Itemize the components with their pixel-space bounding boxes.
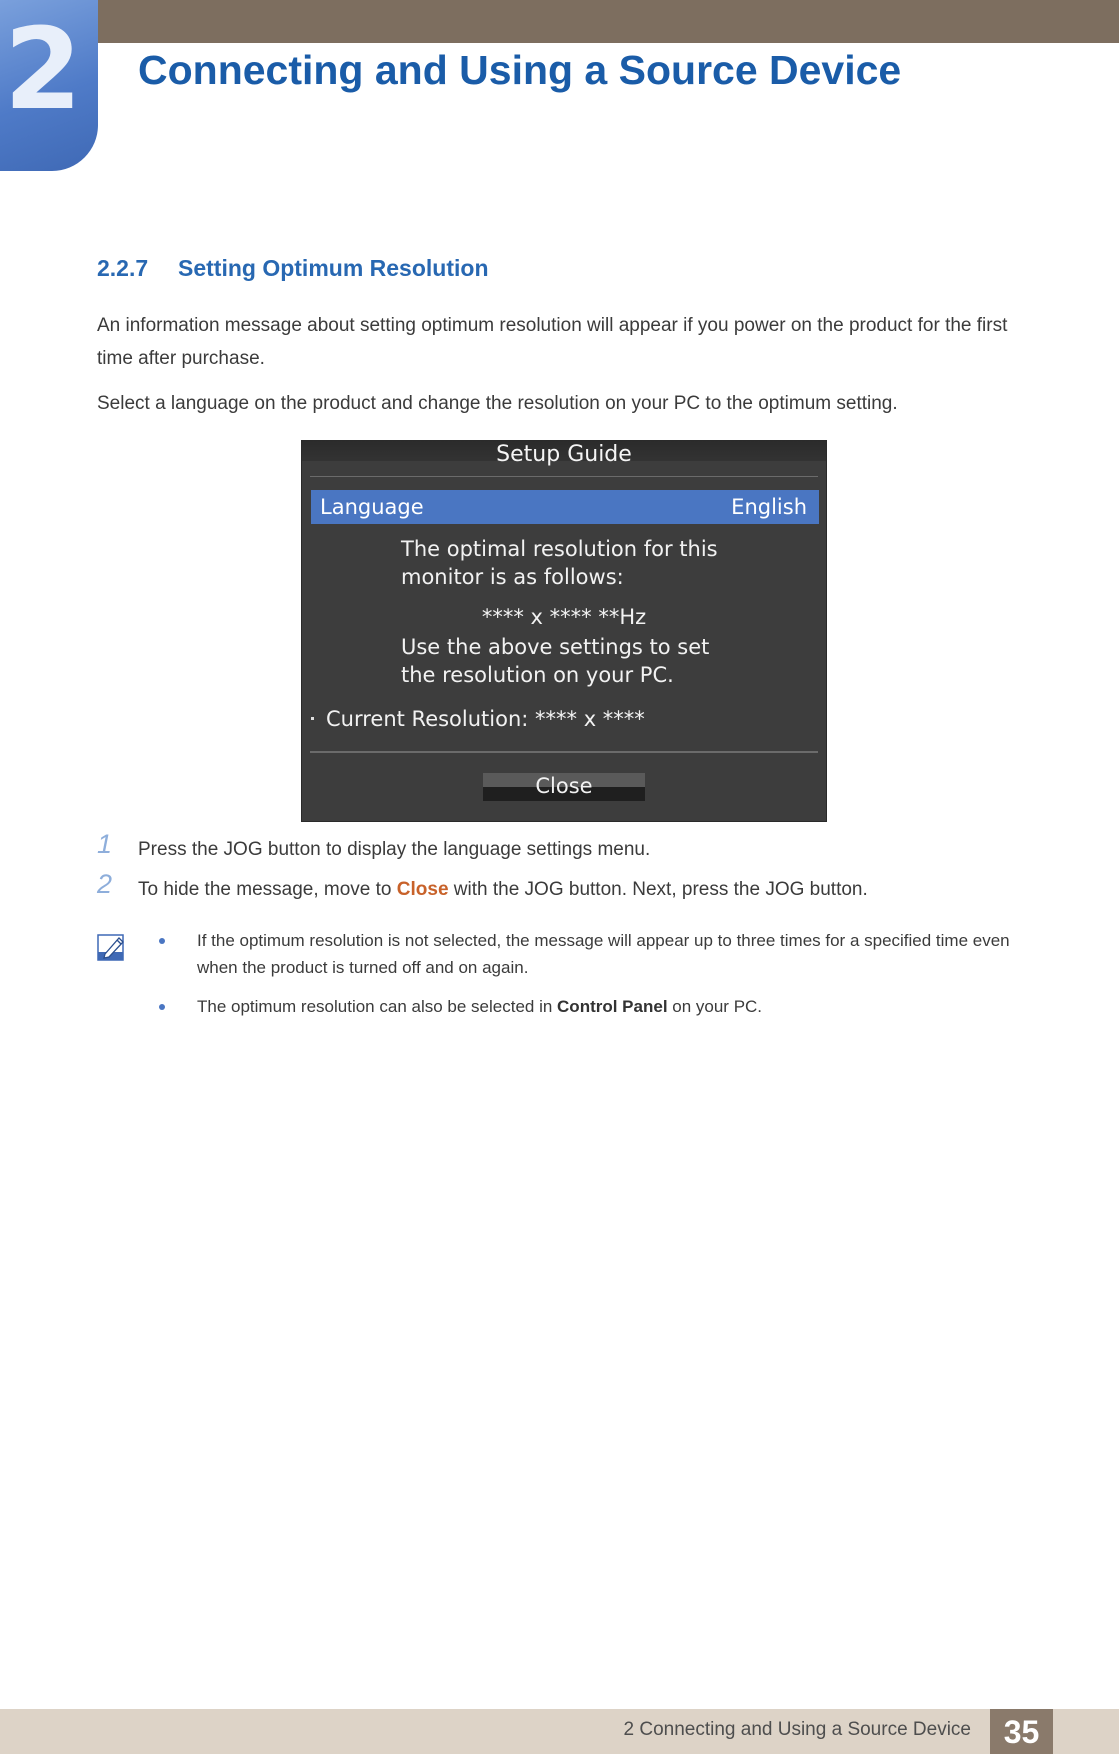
chapter-title: Connecting and Using a Source Device	[138, 47, 902, 93]
step-number: 2	[97, 869, 113, 899]
instruction-paragraph: Select a language on the product and change the resolution on your PC to the optimum setting.	[97, 393, 898, 414]
note-text-before: The optimum resolution can also be selected in	[197, 997, 558, 1016]
close-button[interactable]: Close	[483, 773, 645, 801]
step-text: Press the JOG button to display the language settings menu.	[138, 839, 651, 860]
osd-message-line: Use the above settings to set	[401, 635, 710, 659]
osd-message-line: the resolution on your PC.	[401, 663, 674, 687]
bullet-icon	[159, 938, 165, 944]
osd-message-line: monitor is as follows:	[401, 565, 624, 589]
osd-divider	[310, 751, 818, 753]
close-highlight: Close	[396, 879, 449, 900]
bullet-icon	[159, 1004, 165, 1010]
language-row[interactable]	[311, 490, 819, 524]
step-text	[138, 877, 868, 903]
control-panel-term: Control Panel	[557, 997, 668, 1016]
note-icon	[97, 932, 127, 962]
language-value: English	[731, 495, 807, 519]
section-heading	[97, 255, 489, 282]
step-text-before: To hide the message, move to	[138, 879, 397, 900]
osd-message-line: The optimal resolution for this	[401, 537, 718, 561]
footer-chapter-text: 2 Connecting and Using a Source Device	[623, 1719, 971, 1740]
chapter-tab	[0, 0, 98, 171]
section-title: Setting Optimum Resolution	[178, 255, 489, 281]
note-text-after: on your PC.	[667, 997, 763, 1016]
language-label: Language	[320, 495, 424, 519]
header-bar	[0, 0, 1119, 43]
chapter-number: 2	[4, 5, 82, 135]
osd-divider	[310, 476, 818, 477]
optimal-resolution: **** x **** **Hz	[481, 605, 647, 629]
osd-title: Setup Guide	[496, 442, 632, 467]
note-item	[197, 927, 1037, 981]
section-number: 2.2.7	[97, 255, 149, 281]
current-resolution: Current Resolution: **** x ****	[326, 707, 645, 731]
note-item	[197, 993, 1037, 1020]
page-number: 35	[990, 1709, 1053, 1754]
intro-paragraph: An information message about setting optimum resolution will appear if you power on the product for the first time after purchase.	[97, 315, 1008, 369]
step-number: 1	[97, 829, 113, 859]
note-text: If the optimum resolution is not selected, the message will appear up to three times for a specified time even when the product is turned off and on again.	[197, 931, 1010, 977]
step-text-after: with the JOG button. Next, press the JOG button.	[448, 879, 868, 900]
bullet-icon	[311, 717, 314, 720]
setup-guide-osd	[301, 440, 827, 822]
